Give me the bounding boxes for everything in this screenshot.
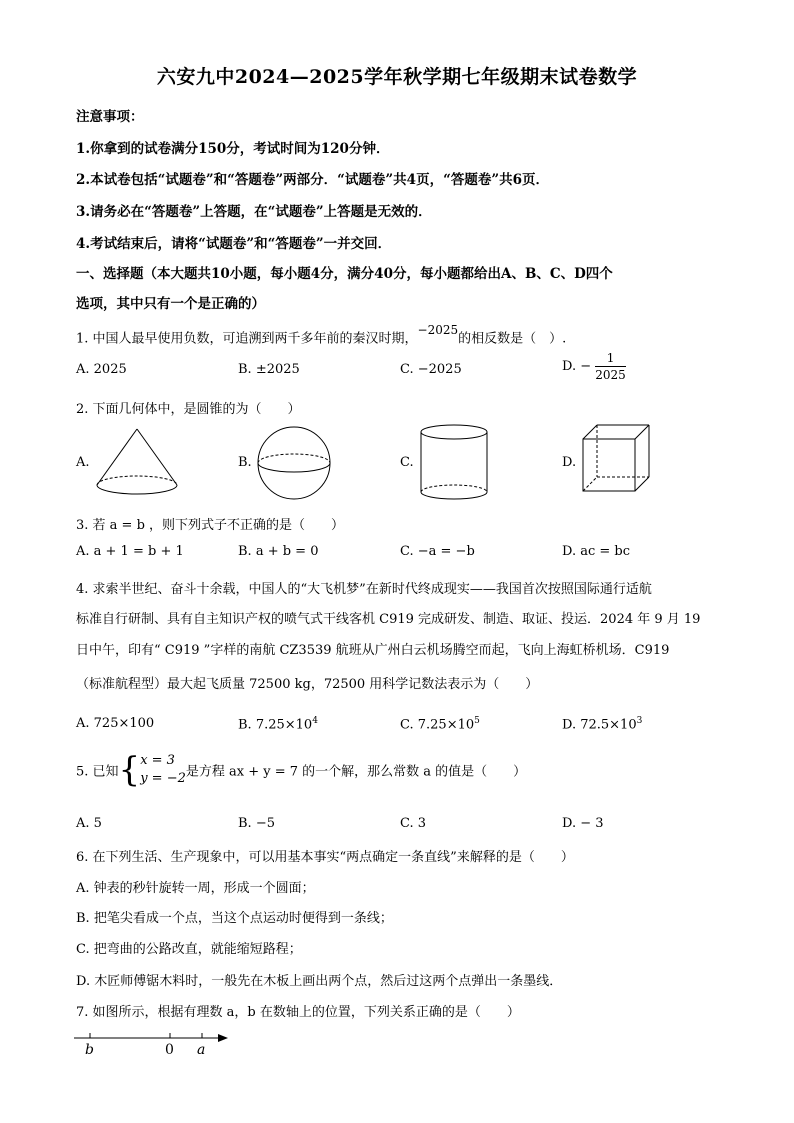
equation-system [140, 752, 186, 788]
q3-option-a[interactable]: A. a + 1 = b + 1 [76, 544, 184, 559]
q4-option-d-base: D. 72.5×10 [562, 717, 637, 733]
q4-option-a[interactable]: A. 725×100 [76, 716, 155, 731]
page-title: 六安九中2024—2025学年秋学期七年级期末试卷数学 [156, 66, 638, 88]
sphere-figure [254, 423, 334, 503]
question-1 [76, 323, 567, 347]
q4-option-d[interactable] [562, 716, 642, 732]
question-3: 3. 若 a = b ，则下列式子不正确的是（ ） [76, 518, 345, 533]
q1-option-b[interactable]: B. ±2025 [238, 362, 300, 377]
question-4-line3: 日中午，印有“ C919 ”字样的南航 CZ3539 航班从广州白云机场腾空而起，飞向上海虹桥机场．C919 [76, 643, 670, 658]
equation-2: y = −2 [140, 771, 186, 786]
cube-figure [580, 422, 654, 496]
cylinder-figure [416, 422, 492, 506]
equation-1: x = 3 [140, 753, 175, 768]
q5-option-c[interactable]: C. 3 [400, 816, 427, 831]
q5-option-a[interactable]: A. 5 [76, 816, 102, 831]
q1-option-c[interactable]: C. −2025 [400, 362, 462, 377]
q1-option-a[interactable]: A. 2025 [76, 362, 127, 377]
question-7: 7. 如图所示，根据有理数 a，b 在数轴上的位置，下列关系正确的是（ ） [76, 1005, 520, 1020]
question-4-line2: 标准自行研制、具有自主知识产权的喷气式干线客机 C919 完成研发、制造、取证、投运．2024 年 9 月 19 [76, 612, 701, 627]
notice-item-4: 4.考试结束后，请将“试题卷”和“答题卷”一并交回． [76, 236, 392, 252]
q4-option-b-exp: 4 [312, 716, 318, 726]
q2-option-c[interactable]: C. [400, 455, 414, 470]
section-heading-line1: 一、选择题（本大题共10小题，每小题4分，满分40分，每小题都给出A、B、C、D四个 [76, 266, 613, 282]
number-line-figure [72, 1026, 242, 1060]
q6-option-a[interactable]: A. 钟表的秒针旋转一周，形成一个圆面； [76, 881, 315, 896]
q4-option-b-base: B. 7.25×10 [238, 717, 313, 733]
q4-option-c-exp: 5 [474, 716, 480, 726]
number-line-label-a: a [197, 1042, 206, 1058]
q4-option-b[interactable] [238, 716, 318, 732]
question-5-prefix: 5. 已知 [76, 764, 119, 780]
cone-figure [92, 425, 182, 497]
q2-option-b[interactable]: B. [238, 455, 252, 470]
notice-item-1: 1.你拿到的试卷满分150分，考试时间为120分钟． [76, 141, 390, 157]
q1-option-d-denominator: 2025 [595, 368, 626, 382]
q4-option-d-exp: 3 [636, 716, 643, 726]
q6-option-c[interactable]: C. 把弯曲的公路改直，就能缩短路程； [76, 942, 302, 957]
number-line-label-0: 0 [165, 1042, 174, 1058]
q1-option-d[interactable] [562, 350, 626, 383]
q2-option-d[interactable]: D. [562, 455, 577, 470]
q3-option-d[interactable]: D. ac = bc [562, 544, 631, 559]
q1-option-d-numerator: 1 [595, 350, 626, 367]
question-2: 2. 下面几何体中，是圆锥的为（ ） [76, 402, 301, 417]
q1-option-d-fraction [595, 350, 626, 383]
q1-option-d-label: D. − [562, 359, 592, 374]
notice-item-2: 2.本试卷包括“试题卷”和“答题卷”两部分．“试题卷”共4页，“答题卷”共6页． [76, 172, 550, 188]
question-4-line1: 4. 求索半世纪、奋斗十余载，中国人的“大飞机梦”在新时代终成现实——我国首次按照国际通行适航 [76, 582, 652, 597]
question-5-suffix: 是方程 ax + y = 7 的一个解，那么常数 a 的值是（ ） [185, 764, 527, 780]
question-1-text-b: 的相反数是（ ）. [458, 331, 567, 347]
notice-heading: 注意事项： [76, 109, 144, 125]
q3-option-b[interactable]: B. a + b = 0 [238, 544, 319, 559]
number-line-label-b: b [85, 1042, 94, 1058]
section-heading-line2: 选项，其中只有一个是正确的） [76, 296, 265, 312]
question-6: 6. 在下列生活、生产现象中，可以用基本事实“两点确定一条直线”来解释的是（ ） [76, 850, 574, 865]
system-brace: { [118, 750, 141, 790]
q2-option-a[interactable]: A. [76, 455, 90, 470]
q4-option-c-base: C. 7.25×10 [400, 717, 475, 733]
q5-option-b[interactable]: B. −5 [238, 816, 275, 831]
q4-option-c[interactable] [400, 716, 480, 732]
q3-option-c[interactable]: C. −a = −b [400, 544, 475, 559]
notice-item-3: 3.请务必在“答题卷”上答题，在“试题卷”上答题是无效的． [76, 204, 432, 220]
q6-option-b[interactable]: B. 把笔尖看成一个点，当这个点运动时便得到一条线； [76, 911, 393, 926]
question-1-expr: −2025 [417, 323, 459, 337]
question-4-line4: （标准航程型）最大起飞质量 72500 kg，72500 用科学记数法表示为（ ） [76, 677, 539, 692]
q6-option-d[interactable]: D. 木匠师傅锯木料时，一般先在木板上画出两个点，然后过这两个点弹出一条墨线． [76, 974, 563, 989]
q5-option-d[interactable]: D. − 3 [562, 816, 604, 831]
question-5 [76, 752, 526, 788]
question-1-text-a: 1. 中国人最早使用负数，可追溯到两千多年前的秦汉时期， [76, 331, 418, 347]
